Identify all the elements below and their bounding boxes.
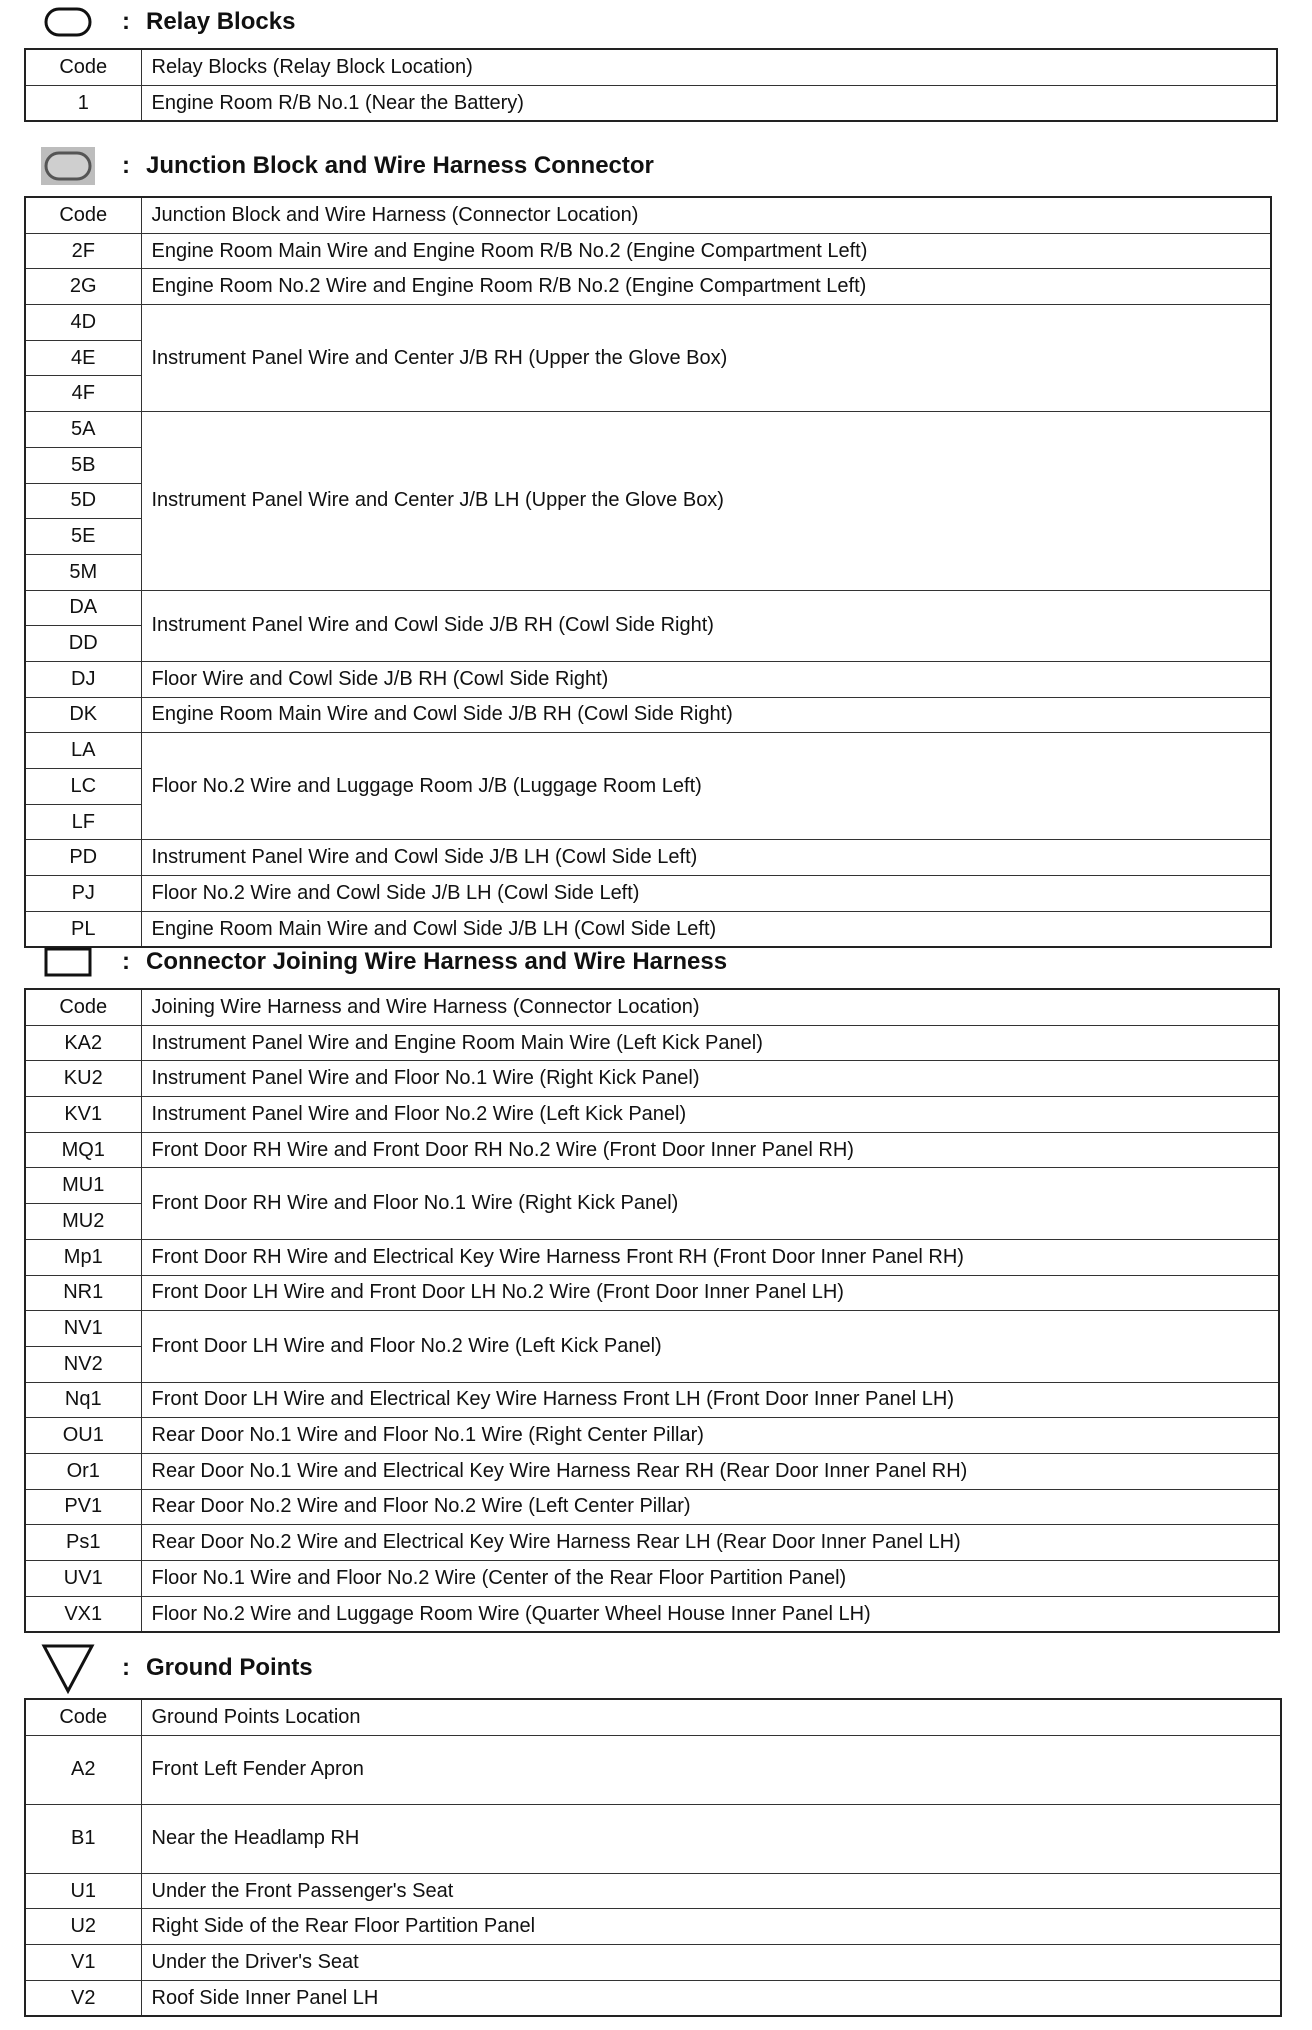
location-cell: Rear Door No.1 Wire and Electrical Key Wire Harness Rear RH (Rear Door Inner Panel RH)	[141, 1453, 1279, 1489]
location-cell: Floor No.2 Wire and Cowl Side J/B LH (Cowl Side Left)	[141, 876, 1271, 912]
location-cell: Front Door LH Wire and Floor No.2 Wire (Left Kick Panel)	[141, 1311, 1279, 1382]
location-cell: Engine Room Main Wire and Cowl Side J/B LH (Cowl Side Left)	[141, 911, 1271, 947]
location-cell: Engine Room Main Wire and Engine Room R/B No.2 (Engine Compartment Left)	[141, 233, 1271, 269]
location-cell: Instrument Panel Wire and Center J/B LH (Upper the Glove Box)	[141, 412, 1271, 590]
code-cell: DK	[25, 697, 141, 733]
table-row	[25, 1489, 1279, 1525]
location-cell: Instrument Panel Wire and Center J/B RH (Upper the Glove Box)	[141, 305, 1271, 412]
code-cell: 5A	[25, 412, 141, 448]
location-cell: Engine Room Main Wire and Cowl Side J/B RH (Cowl Side Right)	[141, 697, 1271, 733]
code-cell: MQ1	[25, 1132, 141, 1168]
header-code: Code	[25, 49, 141, 85]
location-cell: Right Side of the Rear Floor Partition Panel	[141, 1909, 1281, 1945]
code-cell: 4F	[25, 376, 141, 412]
location-cell: Near the Headlamp RH	[141, 1804, 1281, 1873]
table-row	[25, 1418, 1279, 1454]
table-row	[25, 1804, 1281, 1873]
code-cell: DJ	[25, 661, 141, 697]
header-code: Code	[25, 197, 141, 233]
code-cell: KA2	[25, 1025, 141, 1061]
code-cell: MU1	[25, 1168, 141, 1204]
table-row	[25, 1239, 1279, 1275]
code-cell: 1	[25, 85, 141, 121]
location-cell: Rear Door No.2 Wire and Floor No.2 Wire (Left Center Pillar)	[141, 1489, 1279, 1525]
code-cell: DD	[25, 626, 141, 662]
code-cell: U2	[25, 1909, 141, 1945]
relay-block-oval-icon	[40, 2, 96, 42]
code-cell: LA	[25, 733, 141, 769]
connector-rectangle-icon	[40, 942, 96, 982]
connectors-heading: : Connector Joining Wire Harness and Wire Harness	[40, 940, 1280, 984]
table-header-row	[25, 989, 1279, 1025]
table-row	[25, 1945, 1281, 1981]
header-location: Ground Points Location	[141, 1699, 1281, 1735]
table-row	[25, 1596, 1279, 1632]
code-cell: 5B	[25, 447, 141, 483]
table-row	[25, 1561, 1279, 1597]
code-cell: Nq1	[25, 1382, 141, 1418]
table-row	[25, 1025, 1279, 1061]
junction-blocks-section	[24, 144, 1272, 948]
junction-blocks-heading: : Junction Block and Wire Harness Connector	[40, 144, 1272, 188]
ground-points-table	[24, 1698, 1282, 2017]
code-cell: LF	[25, 804, 141, 840]
ground-point-triangle-icon	[40, 1641, 96, 1695]
location-cell: Engine Room R/B No.1 (Near the Battery)	[141, 85, 1277, 121]
code-cell: Ps1	[25, 1525, 141, 1561]
table-row	[25, 1525, 1279, 1561]
section-title: Junction Block and Wire Harness Connector	[146, 152, 654, 179]
table-row	[25, 661, 1271, 697]
table-row	[25, 876, 1271, 912]
location-cell: Instrument Panel Wire and Cowl Side J/B RH (Cowl Side Right)	[141, 590, 1271, 661]
table-header-row	[25, 49, 1277, 85]
location-cell: Under the Driver's Seat	[141, 1945, 1281, 1981]
location-cell: Instrument Panel Wire and Floor No.2 Wire (Left Kick Panel)	[141, 1097, 1279, 1133]
location-cell: Front Door LH Wire and Electrical Key Wire Harness Front LH (Front Door Inner Panel LH)	[141, 1382, 1279, 1418]
ground-points-section	[24, 1640, 1282, 2017]
location-cell: Front Door RH Wire and Floor No.1 Wire (Right Kick Panel)	[141, 1168, 1279, 1239]
table-row	[25, 305, 1271, 341]
code-cell: LC	[25, 769, 141, 805]
code-cell: OU1	[25, 1418, 141, 1454]
relay-blocks-section	[24, 0, 1278, 122]
location-cell: Instrument Panel Wire and Engine Room Main Wire (Left Kick Panel)	[141, 1025, 1279, 1061]
location-cell: Front Left Fender Apron	[141, 1735, 1281, 1804]
relay-blocks-heading: : Relay Blocks	[40, 0, 1278, 44]
header-code: Code	[25, 1699, 141, 1735]
code-cell: NV2	[25, 1346, 141, 1382]
location-cell: Rear Door No.2 Wire and Electrical Key Wire Harness Rear LH (Rear Door Inner Panel LH)	[141, 1525, 1279, 1561]
location-cell: Front Door RH Wire and Front Door RH No.2 Wire (Front Door Inner Panel RH)	[141, 1132, 1279, 1168]
code-cell: NV1	[25, 1311, 141, 1347]
code-cell: 4D	[25, 305, 141, 341]
junction-block-hatched-oval-icon	[40, 146, 96, 186]
table-row	[25, 269, 1271, 305]
code-cell: PV1	[25, 1489, 141, 1525]
code-cell: MU2	[25, 1204, 141, 1240]
relay-blocks-table	[24, 48, 1278, 122]
code-cell: 2F	[25, 233, 141, 269]
section-title: Relay Blocks	[146, 8, 296, 35]
code-cell: 5M	[25, 554, 141, 590]
code-cell: 4E	[25, 340, 141, 376]
code-cell: B1	[25, 1804, 141, 1873]
location-cell: Floor No.1 Wire and Floor No.2 Wire (Center of the Rear Floor Partition Panel)	[141, 1561, 1279, 1597]
table-row	[25, 1453, 1279, 1489]
location-cell: Instrument Panel Wire and Cowl Side J/B LH (Cowl Side Left)	[141, 840, 1271, 876]
code-cell: U1	[25, 1873, 141, 1909]
table-row	[25, 1061, 1279, 1097]
section-title: Connector Joining Wire Harness and Wire Harness	[146, 948, 728, 975]
location-cell: Front Door RH Wire and Electrical Key Wire Harness Front RH (Front Door Inner Panel RH)	[141, 1239, 1279, 1275]
location-cell: Floor Wire and Cowl Side J/B RH (Cowl Side Right)	[141, 661, 1271, 697]
code-cell: 5D	[25, 483, 141, 519]
table-row	[25, 1311, 1279, 1347]
table-row	[25, 697, 1271, 733]
code-cell: KU2	[25, 1061, 141, 1097]
location-cell: Under the Front Passenger's Seat	[141, 1873, 1281, 1909]
location-cell: Engine Room No.2 Wire and Engine Room R/B No.2 (Engine Compartment Left)	[141, 269, 1271, 305]
code-cell: A2	[25, 1735, 141, 1804]
code-cell: 5E	[25, 519, 141, 555]
table-row	[25, 1980, 1281, 2016]
code-cell: V1	[25, 1945, 141, 1981]
code-cell: Mp1	[25, 1239, 141, 1275]
code-cell: DA	[25, 590, 141, 626]
table-row	[25, 1168, 1279, 1204]
code-cell: PD	[25, 840, 141, 876]
table-header-row	[25, 197, 1271, 233]
table-row	[25, 1909, 1281, 1945]
code-cell: V2	[25, 1980, 141, 2016]
connectors-section	[24, 940, 1280, 1633]
code-cell: UV1	[25, 1561, 141, 1597]
table-row	[25, 840, 1271, 876]
header-location: Relay Blocks (Relay Block Location)	[141, 49, 1277, 85]
location-cell: Instrument Panel Wire and Floor No.1 Wire (Right Kick Panel)	[141, 1061, 1279, 1097]
code-cell: KV1	[25, 1097, 141, 1133]
code-cell: PL	[25, 911, 141, 947]
table-row	[25, 733, 1271, 769]
table-row	[25, 590, 1271, 626]
table-row	[25, 1132, 1279, 1168]
location-cell: Front Door LH Wire and Front Door LH No.2 Wire (Front Door Inner Panel LH)	[141, 1275, 1279, 1311]
code-cell: 2G	[25, 269, 141, 305]
header-code: Code	[25, 989, 141, 1025]
ground-points-heading: : Ground Points	[40, 1640, 1282, 1696]
location-cell: Roof Side Inner Panel LH	[141, 1980, 1281, 2016]
table-row	[25, 1873, 1281, 1909]
header-location: Joining Wire Harness and Wire Harness (Connector Location)	[141, 989, 1279, 1025]
section-title: Ground Points	[146, 1654, 313, 1681]
header-location: Junction Block and Wire Harness (Connector Location)	[141, 197, 1271, 233]
connectors-table	[24, 988, 1280, 1633]
location-cell: Floor No.2 Wire and Luggage Room Wire (Quarter Wheel House Inner Panel LH)	[141, 1596, 1279, 1632]
table-row	[25, 1275, 1279, 1311]
code-cell: PJ	[25, 876, 141, 912]
table-row	[25, 233, 1271, 269]
table-row	[25, 412, 1271, 448]
junction-blocks-table	[24, 196, 1272, 948]
table-row	[25, 85, 1277, 121]
table-row	[25, 1097, 1279, 1133]
code-cell: VX1	[25, 1596, 141, 1632]
location-cell: Floor No.2 Wire and Luggage Room J/B (Luggage Room Left)	[141, 733, 1271, 840]
code-cell: NR1	[25, 1275, 141, 1311]
table-row	[25, 1382, 1279, 1418]
location-cell: Rear Door No.1 Wire and Floor No.1 Wire (Right Center Pillar)	[141, 1418, 1279, 1454]
code-cell: Or1	[25, 1453, 141, 1489]
table-row	[25, 1735, 1281, 1804]
table-header-row	[25, 1699, 1281, 1735]
